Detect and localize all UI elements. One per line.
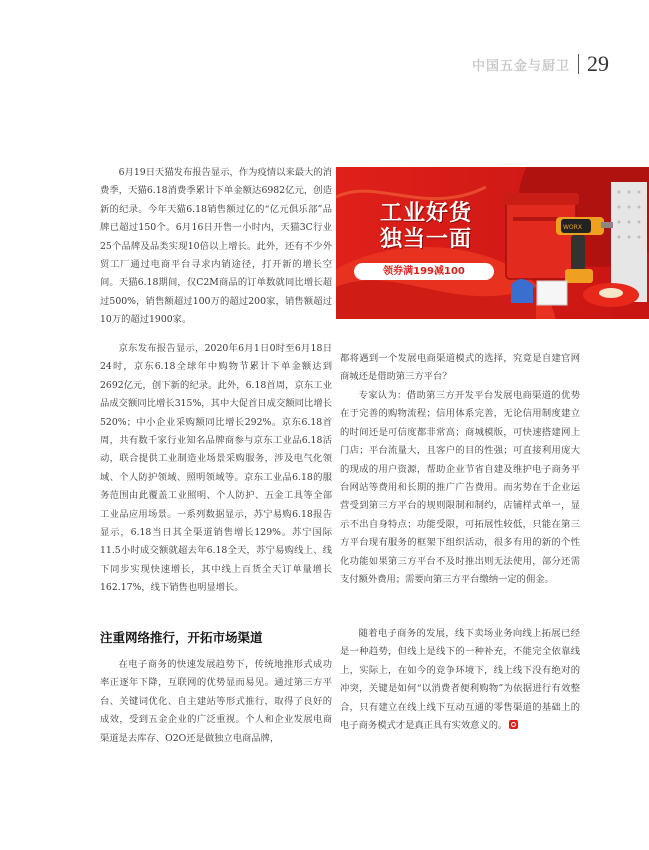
ad-coupon[interactable]: 领券满199减100 (354, 263, 494, 280)
advertisement-banner[interactable] (336, 167, 649, 319)
ad-headline (361, 201, 491, 253)
article-end-icon (509, 720, 518, 729)
magazine-title: 中国五金与厨卫 (471, 58, 570, 74)
header-divider (578, 54, 579, 74)
left-paragraph-1: 6月19日天猫发布报告显示，作为疫情以来最大的消费季，天猫6.18消费季累计下单金额达6982亿元，创造新的纪录。今年天猫6.18销售额过亿的“亿元俱乐部”品牌已超过150个。6月16日开售一小时内，天猫3C行业25个品牌及品类实现10倍以上增长。此外，还有不少外贸工厂通过电商平台寻求内销途径，打开新的增长空间。天猫6.18期间，仅C2M商品的订单数就同比增长超过500%，销售额超过100万的超过200家，销售额超过10万的超过1900家。 (100, 167, 332, 326)
page-number: 29 (587, 51, 609, 76)
right-paragraph-1: 都将遇到一个发展电商渠道模式的选择，究竟是自建官网商城还是借助第三方平台？ (340, 353, 580, 383)
masthead (472, 50, 609, 78)
left-section-paragraph: 在电子商务的快速发展趋势下，传统地推形式成功率正逐年下降，互联网的优势显而易见。通过第三方平台、关键词优化、自主建站等形式推行，取得了良好的成效，受到五金企业的广泛重视。个人和企业发展电商渠道是去库存、O2O还是做独立电商品牌， (100, 659, 332, 744)
ad-product-brand: WORX (563, 224, 582, 231)
ad-headline-line-1: 工业好货 (379, 201, 472, 226)
right-paragraph-2: 专家认为：借助第三方开发平台发展电商渠道的优势在于完善的购物流程；信用体系完善，无论信用制度建立的时间还是可信度都非常高；商城模版，可快速搭建网上门店；平台流量大，且客户的目的性强；可直接利用庞大的现成的用户资源，帮助企业节省自建及维护电子商务平台网站等费用和长期的推广广告费用。而劣势在于企业运营受到第三方平台的规则限制和制约，店铺样式单一，显示不出自身特点；功能受限，可拓展性较低，只能在第三方平台现有服务的框架下组织活动，很多有用的新的个性化功能如果第三方平台不及时推出则无法使用，部分还需支付额外费用；需要向第三方平台缴纳一定的佣金。 (340, 390, 580, 586)
ad-headline-line-2: 独当一面 (379, 227, 472, 252)
left-paragraph-2: 京东发布报告显示，2020年6月1日0时至6月18日24时，京东6.18全球年中购物节累计下单金额达到2692亿元，创下新的纪录。此外，6.18首周，京东工业品成交额同比增长315%，其中大促首日成交额同比增长520%；中小企业采购额同比增长292%。京东6.18首周，共有数千家行业知名品牌商参与京东工业品6.18活动，联合提供工业制造业场景采购服务，涉及电气化领域、个人防护领域、照明领域等。京东工业品6.18的服务范围由此覆盖工业照明、个人防护、五金工具等全部工业品应用场景。一系列数据显示，苏宁易购6.18报告显示，6.18当日其全渠道销售增长129%。苏宁国际11.5小时成交额就超去年6.18全天，苏宁易购线上、线下同步实现快速增长，其中线上百货全天订单量增长162.17%，线下销售也明显增长。 (100, 343, 332, 594)
right-paragraph-3-text: 随着电子商务的发展，线下卖场业务向线上拓展已经是一种趋势，但线上是线下的一种补充，不能完全依靠线上，实际上，在如今的竞争环境下，线上线下没有绝对的冲突，关键是如何“以消费者便利购物”为依据进行有效整合，只有建立在线上线下互动互通的零售渠道的基础上的电子商务模式才是真正具有实效意义的。 (340, 628, 580, 732)
right-paragraph-3 (340, 625, 580, 735)
ad-products-image (501, 177, 649, 319)
section-heading: 注重网络推行，开拓市场渠道 (100, 630, 263, 645)
